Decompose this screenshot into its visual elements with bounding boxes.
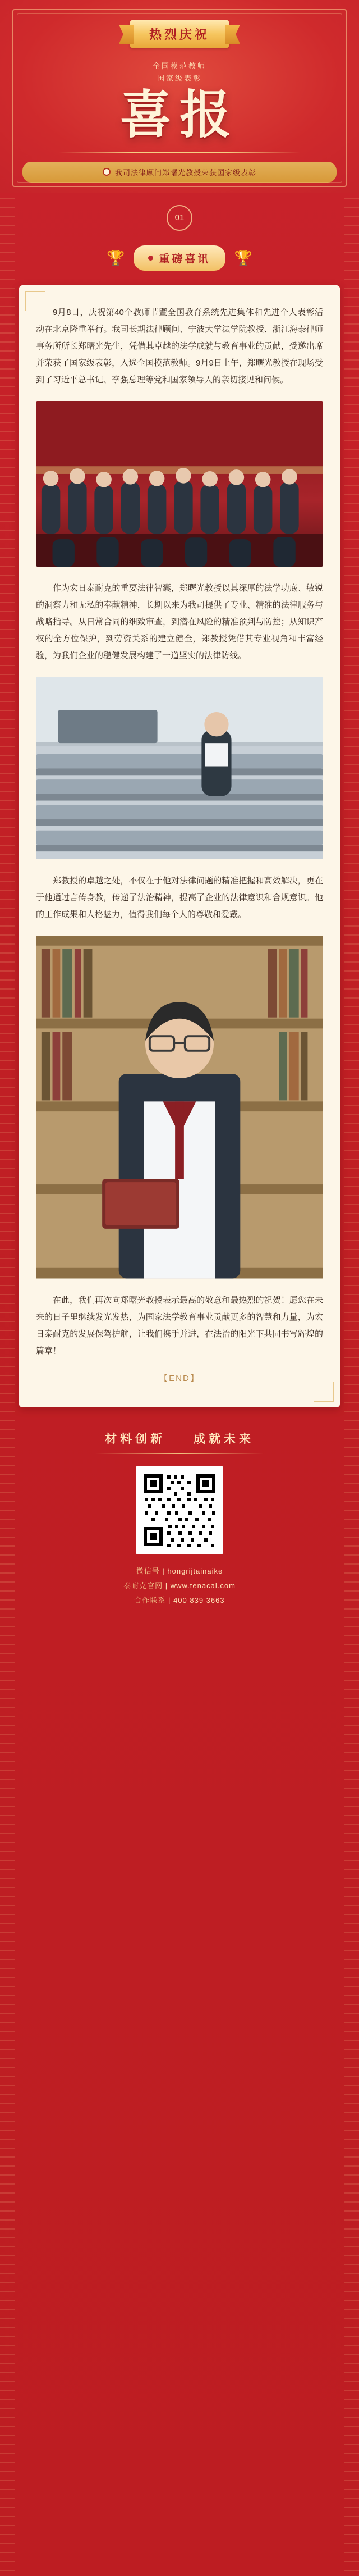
footer-divider bbox=[95, 1453, 264, 1454]
footer-slogan-right: 成就未来 bbox=[193, 1432, 254, 1446]
footer-wechat bbox=[0, 1564, 359, 1579]
footer-phone-label: 合作联系 bbox=[134, 1595, 166, 1604]
article-paragraph-1: 9月8日，庆祝第40个教师节暨全国教育系统先进集体和先进个人表彰活动在北京隆重举行。我司长期法律顾问、宁波大学法学院教授、浙江海泰律师事务所所长郑曙光先生，凭借其卓越的法学成就与教育事业的贡献，受邀出席并荣获了国家级表彰，入选全国模范教师。9月9日上午，郑曙光教授在现场受到了习近平总书记、李强总理等党和国家领导人的亲切接见和问候。 bbox=[36, 307, 323, 385]
footer-site bbox=[0, 1579, 359, 1593]
left-decorative-border bbox=[0, 0, 15, 2576]
footer-site-label: 泰耐克官网 bbox=[123, 1581, 163, 1590]
footer-wechat-label: 微信号 bbox=[136, 1566, 160, 1575]
footer-slogan-left: 材料创新 bbox=[105, 1432, 166, 1446]
header-subtitle-line2: 国家级表彰 bbox=[157, 74, 202, 83]
poster-footer bbox=[0, 1430, 359, 1638]
section-heading-label: 重磅喜讯 bbox=[159, 253, 211, 265]
end-mark: 【END】 bbox=[159, 1373, 200, 1383]
trophy-icon-left: 🏆 bbox=[107, 249, 125, 267]
footer-slogan bbox=[0, 1430, 359, 1447]
footer-sep-1: | bbox=[162, 1566, 165, 1575]
footer-sep-3: | bbox=[168, 1595, 171, 1604]
section-number-badge: 01 bbox=[167, 205, 192, 231]
right-decorative-border bbox=[344, 0, 359, 2576]
article-paragraph-2: 作为宏日泰耐克的重要法律智囊，郑曙光教授以其深厚的法学功底、敏锐的洞察力和无私的奉献精神，长期以来为我司提供了专业、精准的法律服务与战略指导。从日常合同的细致审查，到潜在风险的精准预判与防控；从知识产权的全方位保护，到劳资关系的建立健全，郑教授凭借其专业视角和丰富经验，为我们企业的稳健发展构建了一道坚实的法律防线。 bbox=[36, 583, 323, 661]
footer-site-value[interactable]: www.tenacal.com bbox=[170, 1581, 236, 1590]
header-banner-text: 我司法律顾问郑曙光教授荣获国家级表彰 bbox=[114, 168, 256, 177]
bullet-dot-icon bbox=[148, 256, 153, 261]
header-banner bbox=[22, 162, 337, 183]
header-subtitle-line1: 全国模范教师 bbox=[152, 62, 206, 70]
ribbon-label: 热烈庆祝 bbox=[130, 20, 229, 48]
article-card bbox=[19, 285, 340, 1407]
section-heading bbox=[0, 245, 359, 271]
footer-sep-2: | bbox=[165, 1581, 168, 1590]
photo-portrait-library bbox=[36, 936, 323, 1278]
trophy-icon-right: 🏆 bbox=[234, 249, 252, 267]
header-subtitle bbox=[0, 60, 359, 85]
article-paragraph-4: 在此，我们再次向郑曙光教授表示最高的敬意和最热烈的祝贺！愿您在未来的日子里继续发光发热，为国家法学教育事业贡献更多的智慧和力量，为宏日泰耐克的发展保驾护航，让我们携手并进，在法治的阳光下共同书写辉煌的篇章！ bbox=[36, 1295, 323, 1356]
poster-header bbox=[0, 0, 359, 193]
section-heading-pill bbox=[134, 245, 225, 271]
footer-wechat-value: hongrijtainaike bbox=[167, 1566, 223, 1575]
seal-icon bbox=[103, 168, 111, 176]
photo-lecture-hall bbox=[36, 677, 323, 859]
qr-code[interactable] bbox=[136, 1466, 223, 1554]
footer-phone bbox=[0, 1593, 359, 1608]
photo-award-ceremony bbox=[36, 401, 323, 567]
header-divider bbox=[59, 152, 300, 153]
page-title: 喜报 bbox=[119, 86, 239, 144]
celebration-ribbon bbox=[130, 20, 229, 48]
article-paragraph-3: 郑教授的卓越之处，不仅在于他对法律问题的精准把握和高效解决，更在于他通过言传身教，传递了法治精神，提高了企业的法律意识和合规意识。他的工作成果和人格魅力，值得我们每个人的尊敬和爱戴。 bbox=[36, 876, 323, 920]
footer-phone-value[interactable]: 400 839 3663 bbox=[173, 1595, 225, 1604]
